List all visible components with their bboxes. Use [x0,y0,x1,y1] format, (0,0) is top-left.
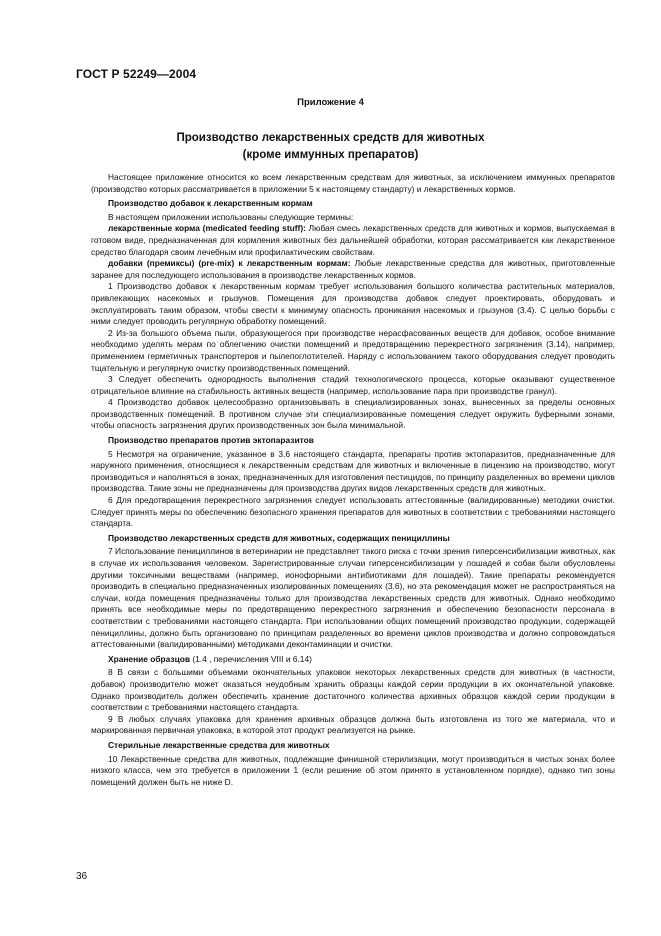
clause-2: 2 Из-за большого объема пыли, образующегося при производстве нерасфасованных веществ для добавок, особое внимание необходимо уделять мерам по облегчению очистки помещений и предотвращению перекрестного загрязнения (3.14), например, применением герметичных транспортеров и пылепоглотителей. Наряду с использованием такого оборудования следует проводить тщательную и регулярную очистку производственных помещений. [91,327,615,373]
term-definition-text: Любая смесь лекарственных средств для животных и кормов, выпускаемая в готовом виде, предназначенная для кормления животных без дальнейшей обработки, которая рассматривается как лекарственное средство благодаря своим лечебным или профилактическим свойствам. [91,223,615,257]
term-definition [91,258,615,281]
intro-paragraph: Настоящее приложение относится ко всем лекарственным средствам для животных, за исключением иммунных препаратов (производство которых рассматривается в приложении 5 к настоящему стандарту) и лекарственных кормов. [91,172,615,194]
section-heading-text: Хранение образцов [108,653,191,664]
clause-9: 9 В любых случаях упаковка для хранения архивных образцов должна быть изготовлена из того же материала, что и маркированная первичная упаковка, в которой этот продукт реализуется на рынке. [91,713,615,736]
clause-7: 7 Использование пенициллинов в ветеринарии не представляет такого риска с точки зрения гиперсенсибилизации животных, как в случае их использования человеком. Зарегистрированные случаи гиперсенсибилизации у лошадей и собак были обусловлены другими токсичными веществами (например, ионофорными антибиотиками для лошадей). Такие препараты рекомендуется производить в специально предназначенных изолированных помещениях (3.6), но эта рекомендация может не распространяться на случаи, когда помещения предназначены только для производства лекарственных средств для животных. Однако необходимо принять все необходимые меры по предотвращению перекрестного загрязнения и обеспечению безопасности персонала в соответствии с требованиями настоящего стандарта. При использовании общих помещений производство продукции, содержащей пенициллины, должно быть организовано по принципам разделенных во времени циклов производства и должно сопровождаться аттестованными (валидированными) методиками деконтаминации и очистки. [91,546,615,650]
document-body [91,172,615,788]
title-line-1: Производство лекарственных средств для животных [176,132,485,144]
term: добавки (премиксы) (pre-mix) к лекарственным кормам: [108,258,351,269]
title-line-2: (кроме иммунных препаратов) [242,149,419,161]
clause-1: 1 Производство добавок к лекарственным кормам требует использования большого количества растительных материалов, привлекающих насекомых и грызунов. Помещения для производства добавок следует проектировать, оборудовать и эксплуатировать таким образом, чтобы свести к минимуму опасность проникания насекомых и грызунов (3.4). С целью борьбы с ними следует проводить регулярную обработку помещений. [91,281,615,327]
page-title [0,130,661,164]
section-heading-reference: (1.4 , перечисления VIII и 6.14) [190,653,312,664]
clause-10: 10 Лекарственные средства для животных, подлежащие финишной стерилизации, могут производиться в чистых зонах более низкого класса, чем это требуется в приложении 1 (если решение об этом принято в установленном порядке), однако тип зоны помещений должен быть не ниже D. [91,753,615,787]
clause-8: 8 В связи с большими объемами окончательных упаковок некоторых лекарственных средств для животных (в частности, добавок) производителю может оказаться неудобным хранить образцы каждой серии продукции в их окончательной упаковке. Однако производитель должен обеспечить хранение достаточного количества архивных образцов каждой серии продукции в соответствии с требованиями настоящего стандарта. [91,667,615,713]
term-definition-text: Любые лекарственные средства для животных, приготовленные заранее для последующего использования в производстве лекарственных кормов. [91,258,615,280]
standard-header: ГОСТ Р 52249—2004 [76,67,197,81]
paragraph: В настоящем приложении использованы следующие термины: [108,211,354,222]
section-heading-ectoparasites: Производство препаратов против эктопаразитов [108,435,314,446]
page-number: 36 [76,871,88,882]
clause-3: 3 Следует обеспечить однородность выполнения стадий технологического процесса, которые оказывают существенное отрицательное влияние на стабильность активных веществ (например, использование пара при производстве гранул). [91,374,615,396]
section-heading-sterile: Стерильные лекарственные средства для животных [108,739,330,750]
clause-6: 6 Для предотвращения перекрестного загрязнения следует использовать аттестованные (валидированные) методики очистки. Следует принять меры по обеспечению безопасного хранения препаратов для животных в соответствии с требованиями настоящего стандарта. [91,495,615,529]
section-heading-samples [91,654,615,666]
term: лекарственные корма (medicated feeding stuff): [108,223,306,234]
clause-4: 4 Производство добавок целесообразно организовывать в специализированных зонах, вынесенных за пределы основных производственных помещений. В противном случае эти специализированные помещения следует окружить буферными зонами, чтобы опасность загрязнения других производственных зон была минимальной. [91,397,615,431]
clause-5: 5 Несмотря на ограничение, указанное в 3.6 настоящего стандарта, препараты против эктопаразитов, предназначенные для наружного применения, относящиеся к лекарственным средствам для животных и включенные в лицензию на производство, могут производиться и наполняться в зонах, предназначенных для изготовления пестицидов, по принципу разделенных во времени циклов производства. Такие зоны не предназначены для производства других видов лекарственных средств для животных. [91,448,615,494]
section-heading-premix: Производство добавок к лекарственным кормам [108,198,313,209]
appendix-label: Приложение 4 [297,97,364,108]
term-definition [91,223,615,258]
section-heading-penicillins: Производство лекарственных средств для животных, содержащих пенициллины [108,532,450,543]
